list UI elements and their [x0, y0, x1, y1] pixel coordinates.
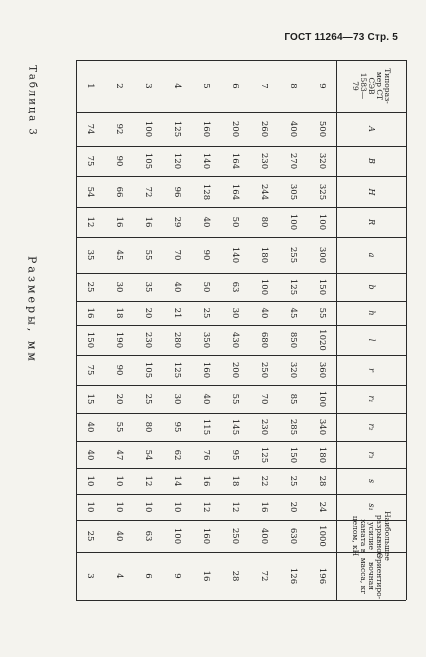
table-cell-r: 105 — [143, 361, 154, 378]
table-cell-type: 5 — [201, 83, 211, 89]
table-cell-type: 8 — [287, 83, 298, 89]
table-cell-load: 25 — [85, 530, 96, 542]
table-cell-h: 30 — [229, 307, 240, 319]
table-cell-s1: 12 — [201, 501, 211, 513]
table-cell-type: 6 — [229, 83, 240, 89]
table-cell-r: 200 — [229, 361, 240, 378]
table-cell-l: 150 — [85, 331, 96, 349]
table-cell-r1: 20 — [114, 393, 125, 405]
table-cell-l: 680 — [258, 331, 269, 349]
header-divider — [336, 60, 337, 600]
table-cell-r: 160 — [201, 361, 211, 378]
table-border-bottom — [76, 600, 406, 601]
table-cell-h: 18 — [114, 307, 125, 319]
table-cell-a: 255 — [287, 247, 298, 264]
table-border-right — [406, 60, 407, 600]
table-cell-mass: 9 — [172, 573, 183, 579]
table-cell-a: 140 — [229, 247, 240, 264]
table-border-left — [76, 60, 77, 600]
table-cell-r3: 40 — [85, 449, 96, 460]
dimensions-table — [76, 60, 406, 600]
table-cell-r1: 70 — [258, 393, 269, 405]
table-cell-s1: 10 — [172, 501, 183, 513]
dimensions-label: Размеры, мм — [25, 256, 39, 364]
column-header-h: h — [367, 310, 376, 316]
table-cell-B: 120 — [172, 152, 183, 169]
table-cell-r1: 25 — [143, 393, 154, 405]
table-cell-h: 55 — [316, 307, 327, 319]
table-cell-type: 1 — [85, 83, 96, 89]
table-cell-r1: 40 — [201, 393, 211, 405]
table-cell-s: 28 — [316, 476, 327, 487]
table-cell-r2: 230 — [258, 418, 269, 435]
table-cell-R: 50 — [229, 216, 240, 228]
table-cell-l: 230 — [143, 331, 154, 349]
table-cell-A: 160 — [201, 120, 211, 137]
table-cell-a: 300 — [316, 247, 327, 264]
table-cell-A: 500 — [316, 120, 327, 137]
table-cell-R: 12 — [85, 216, 96, 228]
table-cell-load: 1000 — [316, 525, 327, 548]
table-cell-load: 250 — [229, 528, 240, 545]
table-cell-a: 45 — [114, 249, 125, 261]
column-divider — [76, 325, 406, 326]
table-cell-mass: 6 — [143, 573, 154, 579]
table-cell-R: 100 — [287, 214, 298, 231]
table-cell-H: 244 — [258, 183, 269, 200]
table-cell-s1: 10 — [114, 501, 125, 513]
column-divider — [76, 413, 406, 414]
column-divider — [76, 494, 406, 495]
table-cell-H: 325 — [316, 183, 327, 200]
table-cell-R: 100 — [316, 214, 327, 231]
column-divider — [76, 441, 406, 442]
column-divider — [76, 176, 406, 177]
table-cell-type: 9 — [316, 83, 327, 89]
column-divider — [76, 207, 406, 208]
table-cell-s1: 10 — [143, 501, 154, 513]
column-header-r2: r₂ — [367, 423, 376, 431]
table-cell-load: 160 — [201, 528, 211, 545]
table-cell-s: 25 — [287, 476, 298, 487]
table-cell-h: 40 — [258, 307, 269, 319]
table-cell-R: 80 — [258, 216, 269, 228]
table-cell-r3: 95 — [229, 449, 240, 460]
column-divider — [76, 355, 406, 356]
table-cell-load: 100 — [172, 528, 183, 545]
table-cell-r: 320 — [287, 361, 298, 378]
table-cell-r: 125 — [172, 361, 183, 378]
table-cell-r1: 85 — [287, 393, 298, 405]
table-cell-B: 230 — [258, 152, 269, 169]
table-cell-load: 40 — [114, 530, 125, 542]
table-cell-r1: 55 — [229, 393, 240, 405]
table-cell-B: 90 — [114, 155, 125, 167]
table-cell-s: 10 — [114, 476, 125, 487]
table-cell-s: 10 — [85, 476, 96, 487]
table-cell-a: 70 — [172, 249, 183, 261]
table-cell-r2: 55 — [114, 421, 125, 433]
table-cell-B: 140 — [201, 152, 211, 169]
table-cell-r2: 145 — [229, 418, 240, 435]
table-cell-mass: 3 — [85, 573, 96, 579]
table-cell-b: 25 — [85, 281, 96, 293]
table-cell-B: 270 — [287, 152, 298, 169]
table-cell-s1: 24 — [316, 501, 327, 513]
table-cell-mass: 196 — [316, 567, 327, 585]
table-cell-r: 360 — [316, 361, 327, 378]
table-cell-mass: 16 — [201, 570, 211, 582]
column-header-l: l — [367, 338, 376, 342]
column-divider — [76, 146, 406, 147]
table-label: Таблица 3 — [26, 65, 38, 137]
table-cell-r3: 76 — [201, 449, 211, 460]
table-cell-s: 14 — [172, 476, 183, 487]
table-cell-h: 25 — [201, 307, 211, 319]
table-cell-H: 128 — [201, 183, 211, 200]
table-cell-mass: 28 — [229, 570, 240, 582]
table-cell-H: 164 — [229, 183, 240, 200]
table-cell-r3: 47 — [114, 449, 125, 460]
column-header-type: Типораз- мер СТ СЭВ 1583—79 — [351, 68, 392, 104]
table-cell-A: 125 — [172, 120, 183, 137]
table-cell-b: 150 — [316, 279, 327, 296]
table-cell-r1: 30 — [172, 393, 183, 405]
table-cell-h: 16 — [85, 307, 96, 319]
table-cell-A: 74 — [85, 123, 96, 135]
table-cell-l: 350 — [201, 331, 211, 349]
table-cell-l: 1020 — [316, 329, 327, 351]
table-cell-r3: 150 — [287, 446, 298, 463]
table-cell-R: 16 — [143, 216, 154, 228]
table-cell-R: 40 — [201, 216, 211, 228]
table-cell-r1: 100 — [316, 390, 327, 407]
column-header-s1: s₁ — [367, 503, 376, 511]
table-cell-a: 55 — [143, 249, 154, 261]
table-cell-l: 850 — [287, 331, 298, 349]
table-cell-load: 63 — [143, 530, 154, 542]
column-header-H: H — [367, 188, 376, 195]
table-cell-A: 92 — [114, 123, 125, 135]
table-cell-b: 125 — [287, 279, 298, 296]
table-cell-H: 305 — [287, 183, 298, 200]
table-cell-r: 75 — [85, 364, 96, 376]
column-header-r1: r₁ — [367, 395, 376, 403]
table-cell-b: 30 — [114, 281, 125, 293]
table-cell-s: 22 — [258, 476, 269, 487]
table-border-top — [76, 60, 406, 61]
table-cell-h: 21 — [172, 307, 183, 319]
table-cell-H: 96 — [172, 186, 183, 197]
table-cell-r3: 54 — [143, 449, 154, 460]
table-cell-b: 50 — [201, 281, 211, 293]
table-cell-A: 200 — [229, 120, 240, 137]
column-header-mass: Ориентиро- вочная масса, кг — [359, 552, 384, 600]
column-header-s: s — [367, 479, 376, 484]
table-cell-l: 280 — [172, 331, 183, 349]
table-cell-b: 100 — [258, 279, 269, 296]
table-cell-r2: 285 — [287, 418, 298, 435]
column-header-a: a — [367, 252, 376, 258]
column-divider — [76, 112, 406, 113]
table-cell-r2: 95 — [172, 421, 183, 433]
table-cell-r2: 340 — [316, 418, 327, 435]
table-cell-r3: 62 — [172, 449, 183, 460]
column-header-load: Наибольшее разрывное усилие каната в целом, кН — [351, 511, 392, 562]
page-header: ГОСТ 11264—73 Стр. 5 — [284, 32, 398, 43]
table-cell-s1: 10 — [85, 501, 96, 513]
table-cell-load: 630 — [287, 528, 298, 545]
table-cell-b: 40 — [172, 281, 183, 293]
column-divider — [76, 385, 406, 386]
table-cell-h: 45 — [287, 307, 298, 319]
table-cell-A: 100 — [143, 120, 154, 137]
table-cell-s1: 12 — [229, 501, 240, 513]
table-cell-H: 54 — [85, 186, 96, 197]
table-cell-h: 20 — [143, 307, 154, 319]
column-header-R: R — [367, 219, 376, 226]
table-cell-type: 7 — [258, 83, 269, 89]
table-cell-mass: 126 — [287, 567, 298, 585]
table-cell-mass: 4 — [114, 573, 125, 579]
table-cell-r3: 180 — [316, 446, 327, 463]
column-header-r: r — [367, 367, 376, 372]
table-cell-r2: 115 — [201, 418, 211, 435]
column-header-b: b — [367, 284, 376, 290]
table-cell-load: 400 — [258, 528, 269, 545]
table-cell-type: 3 — [143, 83, 154, 89]
table-cell-B: 105 — [143, 152, 154, 169]
table-cell-R: 16 — [114, 216, 125, 228]
column-divider — [76, 237, 406, 238]
table-cell-r3: 125 — [258, 446, 269, 463]
table-cell-b: 63 — [229, 281, 240, 293]
table-cell-r: 250 — [258, 361, 269, 378]
table-cell-r1: 15 — [85, 393, 96, 405]
table-cell-r2: 40 — [85, 421, 96, 433]
table-cell-a: 180 — [258, 247, 269, 264]
table-cell-a: 90 — [201, 249, 211, 261]
table-cell-l: 430 — [229, 331, 240, 349]
column-divider — [76, 273, 406, 274]
column-header-B: B — [367, 157, 376, 164]
table-cell-B: 164 — [229, 152, 240, 169]
table-cell-B: 75 — [85, 155, 96, 167]
table-cell-s1: 20 — [287, 501, 298, 513]
column-divider — [76, 468, 406, 469]
table-cell-l: 190 — [114, 331, 125, 349]
table-cell-A: 260 — [258, 120, 269, 137]
column-header-A: A — [367, 125, 376, 132]
table-cell-s: 16 — [201, 476, 211, 487]
table-cell-b: 35 — [143, 281, 154, 293]
table-cell-s1: 16 — [258, 501, 269, 513]
table-cell-B: 320 — [316, 152, 327, 169]
table-cell-type: 4 — [172, 83, 183, 89]
table-cell-H: 72 — [143, 186, 154, 197]
table-cell-s: 18 — [229, 476, 240, 487]
table-cell-H: 66 — [114, 186, 125, 197]
table-cell-a: 35 — [85, 249, 96, 261]
table-cell-r2: 80 — [143, 421, 154, 433]
table-cell-mass: 72 — [258, 570, 269, 582]
table-cell-r: 90 — [114, 364, 125, 376]
table-cell-type: 2 — [114, 83, 125, 89]
column-divider — [76, 301, 406, 302]
table-cell-R: 29 — [172, 216, 183, 228]
column-header-r3: r₃ — [367, 451, 376, 459]
table-cell-A: 400 — [287, 120, 298, 137]
table-cell-s: 12 — [143, 476, 154, 487]
